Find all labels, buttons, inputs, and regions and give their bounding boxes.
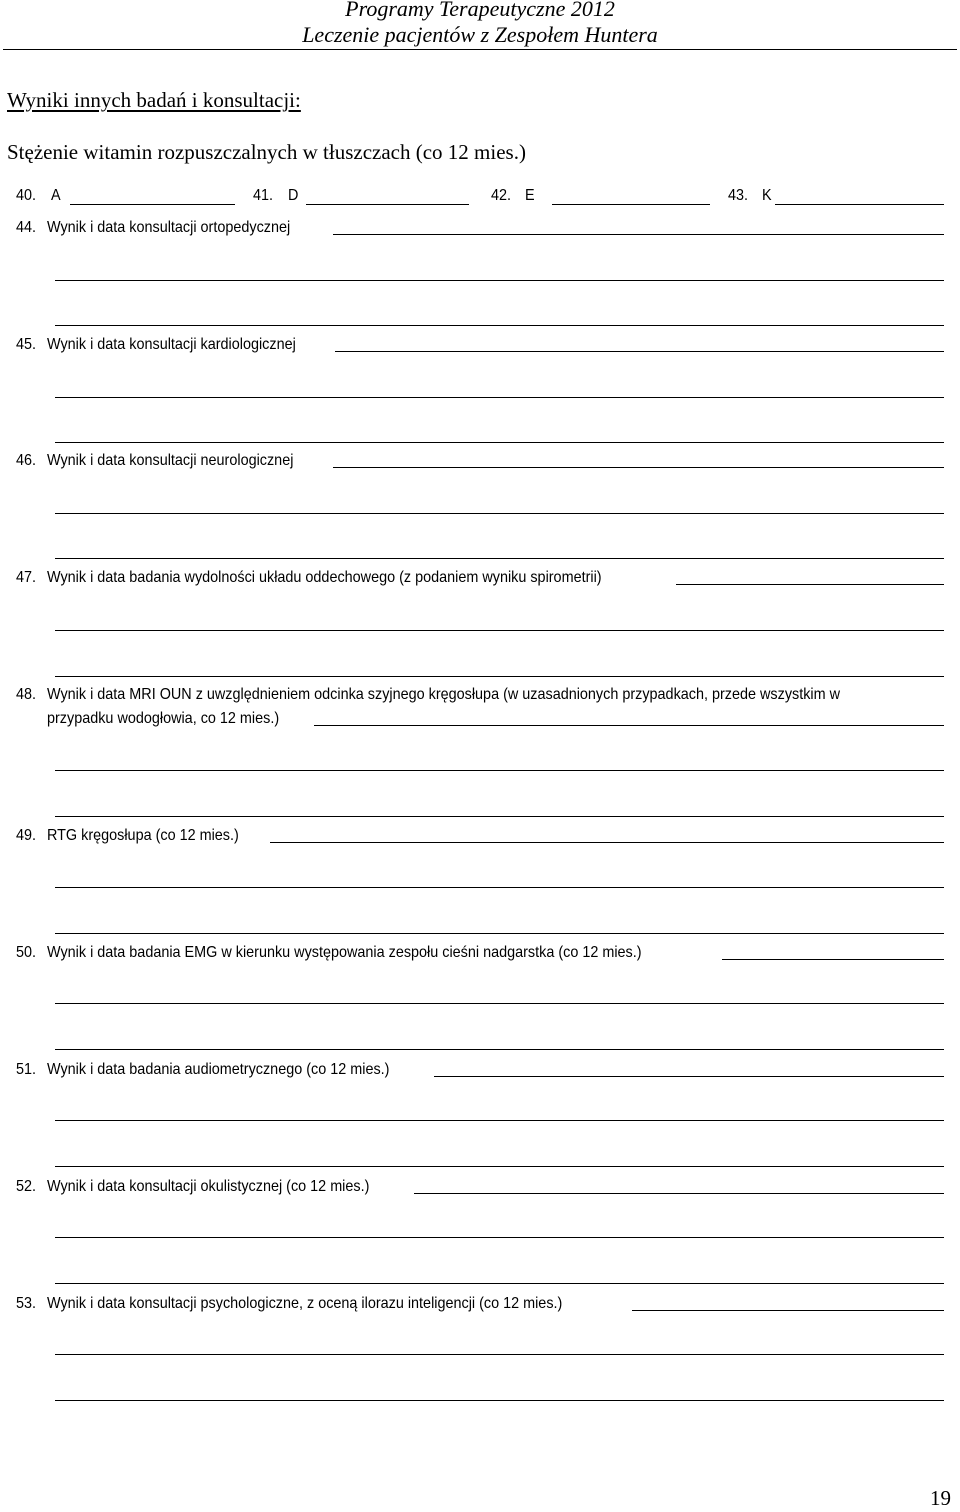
page-number: 19 [930, 1486, 951, 1510]
answer-line[interactable] [55, 770, 944, 771]
answer-line[interactable] [55, 1237, 944, 1238]
answer-line[interactable] [55, 1003, 944, 1004]
item-number: 45. [16, 336, 37, 353]
answer-line[interactable] [55, 1354, 944, 1355]
answer-line[interactable] [55, 887, 944, 888]
item-number: 51. [16, 1061, 37, 1078]
answer-line[interactable] [270, 842, 944, 843]
vitamin-label: K [762, 187, 772, 204]
vitamin-label: E [525, 187, 535, 204]
answer-line[interactable] [55, 676, 944, 677]
answer-line[interactable] [314, 725, 944, 726]
field-number: 43. [728, 187, 749, 204]
field-number: 40. [16, 187, 37, 204]
vitamin-label: A [51, 187, 61, 204]
vitamin-label: D [288, 187, 299, 204]
answer-line[interactable] [434, 1076, 944, 1077]
item-label: Wynik i data badania wydolności układu oddechowego (z podaniem wyniku spirometrii) [47, 569, 602, 586]
item-label: Wynik i data konsultacji ortopedycznej [47, 219, 291, 236]
vitamin-a-answer-line[interactable] [70, 204, 235, 205]
answer-line[interactable] [333, 467, 944, 468]
answer-line[interactable] [55, 1120, 944, 1121]
item-label: Wynik i data badania EMG w kierunku występowania zespołu cieśni nadgarstka (co 12 mies.) [47, 944, 642, 961]
item-label: Wynik i data konsultacji kardiologicznej [47, 336, 296, 353]
answer-line[interactable] [55, 816, 944, 817]
answer-line[interactable] [55, 325, 944, 326]
answer-line[interactable] [333, 234, 944, 235]
answer-line[interactable] [335, 351, 944, 352]
answer-line[interactable] [55, 933, 944, 934]
answer-line[interactable] [55, 280, 944, 281]
item-number: 47. [16, 569, 37, 586]
item-number: 53. [16, 1295, 37, 1312]
item-label: Wynik i data MRI OUN z uwzględnieniem odcinka szyjnego kręgosłupa (w uzasadnionych przypadkach, przede wszystkim w [47, 686, 841, 703]
vitamins-heading: Stężenie witamin rozpuszczalnych w tłuszczach (co 12 mies.) [7, 140, 526, 164]
field-number: 41. [253, 187, 274, 204]
header-program-title: Programy Terapeutyczne 2012 [345, 0, 615, 21]
item-label: Wynik i data konsultacji neurologicznej [47, 452, 294, 469]
item-label: Wynik i data konsultacji okulistycznej (co 12 mies.) [47, 1178, 370, 1195]
header-divider [3, 49, 957, 50]
page-header [0, 0, 960, 52]
field-number: 42. [491, 187, 512, 204]
item-label-continued: przypadku wodogłowia, co 12 mies.) [47, 710, 280, 727]
answer-line[interactable] [55, 513, 944, 514]
item-number: 44. [16, 219, 37, 236]
answer-line[interactable] [722, 959, 944, 960]
header-subtitle: Leczenie pacjentów z Zespołem Huntera [302, 22, 658, 47]
section-title: Wyniki innych badań i konsultacji: [7, 88, 301, 112]
answer-line[interactable] [414, 1193, 944, 1194]
item-number: 46. [16, 452, 37, 469]
item-number: 48. [16, 686, 37, 703]
answer-line[interactable] [55, 1400, 944, 1401]
answer-line[interactable] [632, 1310, 944, 1311]
item-number: 52. [16, 1178, 37, 1195]
vitamin-d-answer-line[interactable] [306, 204, 469, 205]
answer-line[interactable] [676, 584, 944, 585]
item-number: 49. [16, 827, 37, 844]
item-number: 50. [16, 944, 37, 961]
item-label: Wynik i data badania audiometrycznego (co 12 mies.) [47, 1061, 390, 1078]
answer-line[interactable] [55, 630, 944, 631]
answer-line[interactable] [55, 558, 944, 559]
item-label: RTG kręgosłupa (co 12 mies.) [47, 827, 239, 844]
vitamin-e-answer-line[interactable] [552, 204, 710, 205]
item-label: Wynik i data konsultacji psychologiczne, z oceną ilorazu inteligencji (co 12 mies.) [47, 1295, 563, 1312]
answer-line[interactable] [55, 1166, 944, 1167]
answer-line[interactable] [55, 1049, 944, 1050]
vitamin-k-answer-line[interactable] [775, 204, 944, 205]
answer-line[interactable] [55, 442, 944, 443]
answer-line[interactable] [55, 397, 944, 398]
answer-line[interactable] [55, 1283, 944, 1284]
